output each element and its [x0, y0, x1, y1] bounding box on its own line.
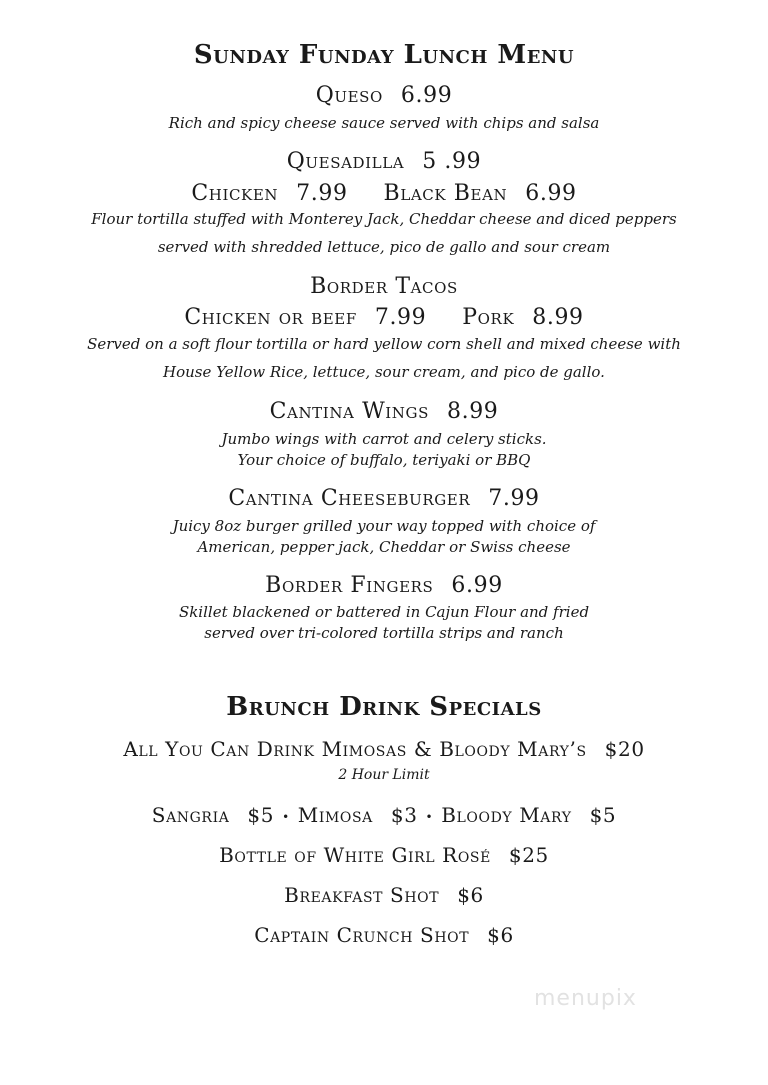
- wings-name: Cantina Wings: [269, 399, 429, 424]
- queso-description: Rich and spicy cheese sauce served with chips and salsa: [168, 114, 600, 132]
- tacos-heading: Border Tacos: [310, 274, 458, 299]
- tacos-option2-label: Pork: [462, 305, 515, 330]
- quesadilla-chicken-price: 7.99: [296, 181, 348, 206]
- rose-name: Bottle of White Girl Rosé: [219, 843, 491, 867]
- wings-description-1: Jumbo wings with carrot and celery sticks.: [221, 430, 547, 448]
- quesadilla-name: Quesadilla: [286, 149, 405, 174]
- queso-name: Queso: [315, 83, 383, 108]
- quesadilla-description-2: served with shredded lettuce, pico de gallo and sour cream: [157, 238, 611, 256]
- tacos-description-2: House Yellow Rice, lettuce, sour cream, and pico de gallo.: [163, 363, 605, 381]
- quesadilla-bean-label: Black Bean: [383, 181, 508, 206]
- bottomless-note: 2 Hour Limit: [338, 767, 430, 783]
- rose-heading: [0, 841, 768, 869]
- captain-shot-name: Captain Crunch Shot: [254, 923, 470, 947]
- tacos-option2-price: 8.99: [532, 305, 584, 330]
- burger-heading: [0, 485, 768, 513]
- fingers-description-2: served over tri-colored tortilla strips and ranch: [204, 624, 564, 642]
- tacos-options: [0, 304, 768, 332]
- breakfast-shot-price: $6: [457, 883, 484, 907]
- quesadilla-description-1: Flour tortilla stuffed with Monterey Jack, Cheddar cheese and diced peppers: [91, 210, 677, 228]
- drink-specials-row: [0, 801, 768, 831]
- fingers-price: 6.99: [451, 573, 503, 598]
- mimosa-price: $3: [390, 803, 418, 827]
- bloody-mary-name: Bloody Mary: [441, 803, 572, 827]
- wings-heading: [0, 398, 768, 426]
- quesadilla-price: 5 .99: [422, 149, 482, 174]
- sangria-price: $5: [247, 803, 275, 827]
- wings-price: 8.99: [447, 399, 499, 424]
- quesadilla-bean-price: 6.99: [525, 181, 577, 206]
- tacos-option1-label: Chicken or beef: [184, 305, 357, 330]
- wings-description-2: Your choice of buffalo, teriyaki or BBQ: [237, 451, 531, 469]
- bottomless-price: $20: [604, 737, 645, 761]
- burger-price: 7.99: [488, 486, 540, 511]
- captain-shot-price: $6: [487, 923, 514, 947]
- mimosa-name: Mimosa: [297, 803, 373, 827]
- quesadilla-chicken-label: Chicken: [191, 181, 279, 206]
- quesadilla-options: [0, 180, 768, 208]
- bottomless-heading: [0, 735, 768, 763]
- tacos-description-1: Served on a soft flour tortilla or hard yellow corn shell and mixed cheese with: [87, 335, 681, 353]
- drinks-title: Brunch Drink Specials: [226, 692, 542, 722]
- sangria-name: Sangria: [151, 803, 230, 827]
- captain-shot-heading: [0, 921, 768, 949]
- fingers-heading: [0, 572, 768, 600]
- watermark-logo: menupix: [534, 986, 637, 1011]
- fingers-description-1: Skillet blackened or battered in Cajun Flour and fried: [178, 603, 590, 621]
- breakfast-shot-name: Breakfast Shot: [284, 883, 440, 907]
- bottomless-name: All You Can Drink Mimosas & Bloody Mary’s: [123, 737, 587, 761]
- burger-name: Cantina Cheeseburger: [228, 486, 471, 511]
- queso-price: 6.99: [400, 83, 453, 108]
- breakfast-shot-heading: [0, 881, 768, 909]
- burger-description-2: American, pepper jack, Cheddar or Swiss cheese: [197, 538, 571, 556]
- quesadilla-heading: [0, 148, 768, 176]
- rose-price: $25: [508, 843, 549, 867]
- separator-dot: •: [425, 809, 434, 824]
- bloody-mary-price: $5: [589, 803, 617, 827]
- queso-heading: [0, 82, 768, 110]
- menu-title: Sunday Funday Lunch Menu: [193, 40, 575, 70]
- fingers-name: Border Fingers: [265, 573, 434, 598]
- burger-description-1: Juicy 8oz burger grilled your way topped with choice of: [172, 517, 596, 535]
- tacos-option1-price: 7.99: [374, 305, 427, 330]
- separator-dot: •: [282, 809, 290, 824]
